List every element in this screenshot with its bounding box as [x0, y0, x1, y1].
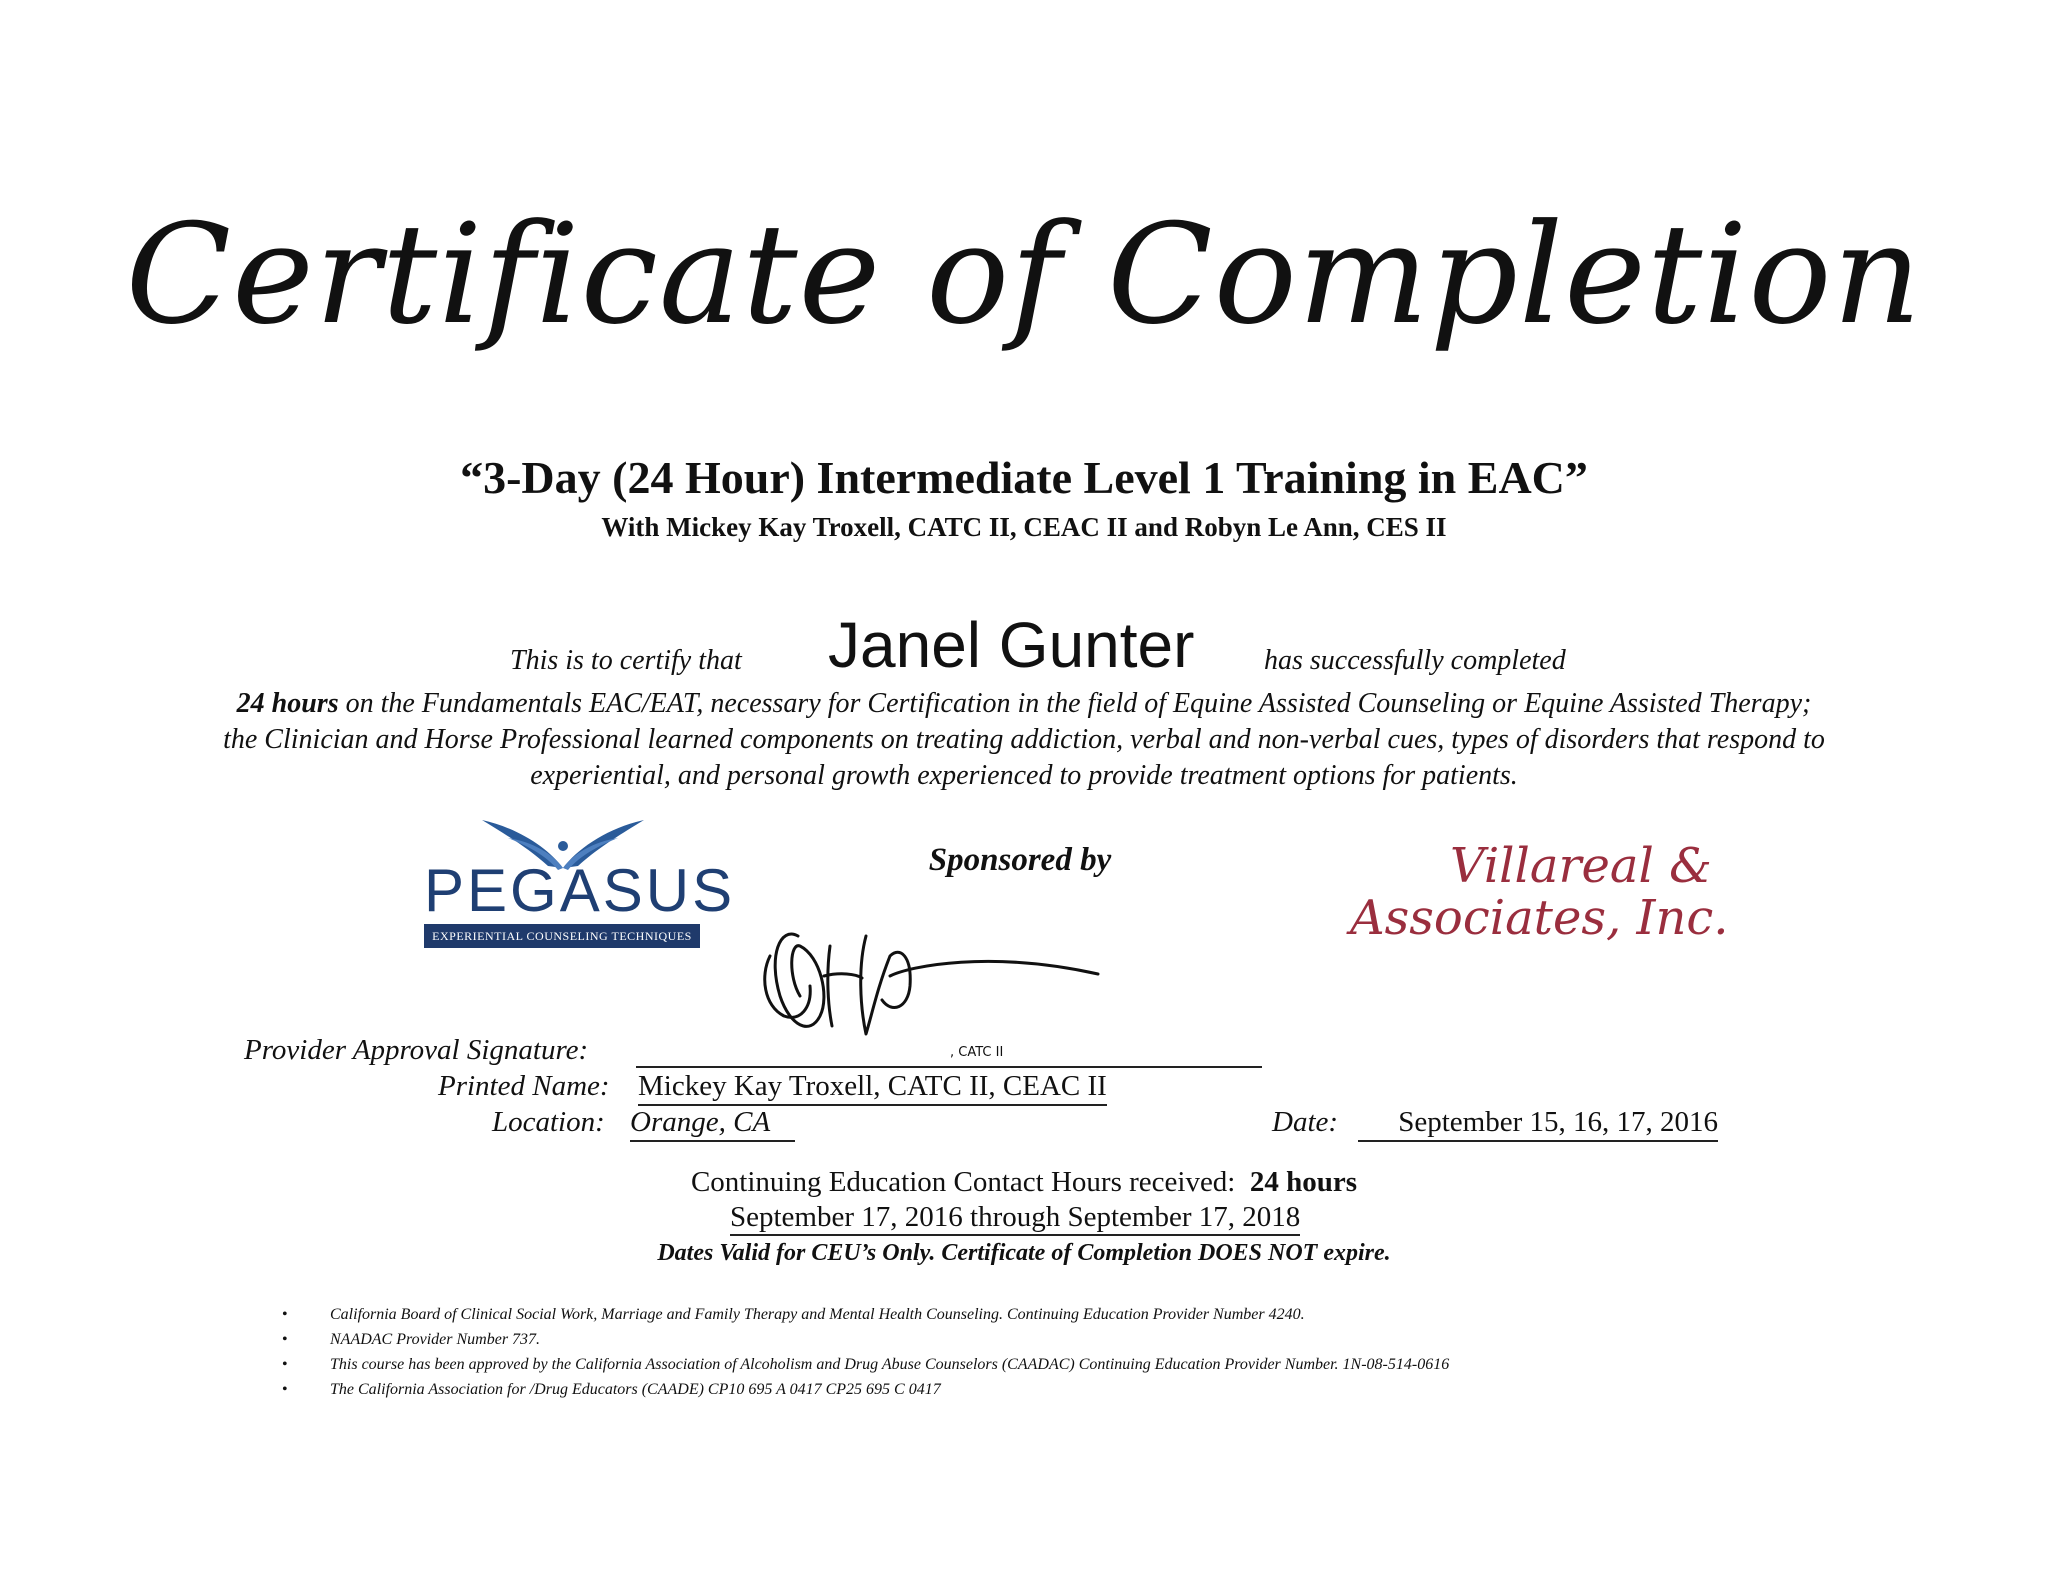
- provider-signature-icon: [740, 916, 1120, 1064]
- list-item: [282, 1352, 1842, 1377]
- accreditation-text: California Board of Clinical Social Work, Marriage and Family Therapy and Mental Health Counseling. Continuing Education Provider Number 4240.: [330, 1306, 1305, 1323]
- bullet-icon: •: [282, 1381, 288, 1398]
- accreditation-list: [282, 1302, 1842, 1402]
- bullet-icon: •: [282, 1331, 288, 1348]
- villareal-line2: Associates, Inc.: [1350, 890, 1729, 946]
- villareal-logo: [1350, 840, 1770, 950]
- printed-name-value: Mickey Kay Troxell, CATC II, CEAC II: [638, 1068, 1107, 1106]
- bullet-icon: •: [282, 1356, 288, 1373]
- certify-prefix: This is to certify that: [510, 645, 742, 676]
- accreditation-text: The California Association for /Drug Educators (CAADE) CP10 695 A 0417 CP25 695 C 0417: [330, 1381, 941, 1398]
- ce-valid-range: September 17, 2016 through September 17, 2018: [730, 1200, 1300, 1236]
- ce-hours-value: 24 hours: [1249, 1166, 1358, 1198]
- signature-suffix: , CATC II: [950, 1045, 1004, 1060]
- pegasus-tagline: EXPERIENTIAL COUNSELING TECHNIQUES: [424, 924, 700, 948]
- certificate-body: [220, 686, 1828, 794]
- body-description: on the Fundamentals EAC/EAT, necessary for Certification in the field of Equine Assisted Counseling or Equine Assisted Therapy; the Clinician and Horse Professional learned components on treating addiction, verbal and non-verbal cues, types of disorders that respond to experiential, and personal growth experienced to provide treatment options for patients.: [223, 688, 1825, 791]
- date-value: September 15, 16, 17, 2016: [1358, 1104, 1718, 1142]
- accreditation-text: NAADAC Provider Number 737.: [330, 1331, 541, 1348]
- printed-name-label: Printed Name:: [438, 1070, 610, 1102]
- signature-label: Provider Approval Signature:: [244, 1034, 589, 1066]
- certificate-heading: Certificate of Completion: [125, 194, 1923, 355]
- ce-hours-line: [0, 1164, 2048, 1200]
- body-hours: 24 hours: [236, 688, 339, 719]
- course-title: “3-Day (24 Hour) Intermediate Level 1 Training in EAC”: [460, 452, 1588, 503]
- date-label: Date:: [1272, 1106, 1339, 1138]
- list-item: [282, 1302, 1842, 1327]
- accreditation-text: This course has been approved by the California Association of Alcoholism and Drug Abuse Counselors (CAADAC) Continuing Education Provider Number. 1N-08-514-0616: [330, 1356, 1450, 1373]
- pegasus-logo: [418, 818, 736, 950]
- ce-note: Dates Valid for CEU’s Only. Certificate of Completion DOES NOT expire.: [657, 1240, 1391, 1266]
- certify-suffix: has successfully completed: [1264, 645, 1566, 676]
- sponsored-by-label: Sponsored by: [928, 842, 1112, 878]
- list-item: [282, 1327, 1842, 1352]
- recipient-name: Janel Gunter: [828, 609, 1195, 681]
- ce-hours-label: Continuing Education Contact Hours received:: [690, 1166, 1236, 1198]
- pegasus-wordmark: PEGASUS: [424, 857, 736, 924]
- location-label: Location:: [492, 1106, 605, 1138]
- instructors-line: With Mickey Kay Troxell, CATC II, CEAC II and Robyn Le Ann, CES II: [601, 512, 1447, 542]
- villareal-line1: Villareal &: [1450, 838, 1712, 894]
- bullet-icon: •: [282, 1306, 288, 1323]
- location-value: Orange, CA: [630, 1104, 795, 1142]
- list-item: [282, 1377, 1842, 1402]
